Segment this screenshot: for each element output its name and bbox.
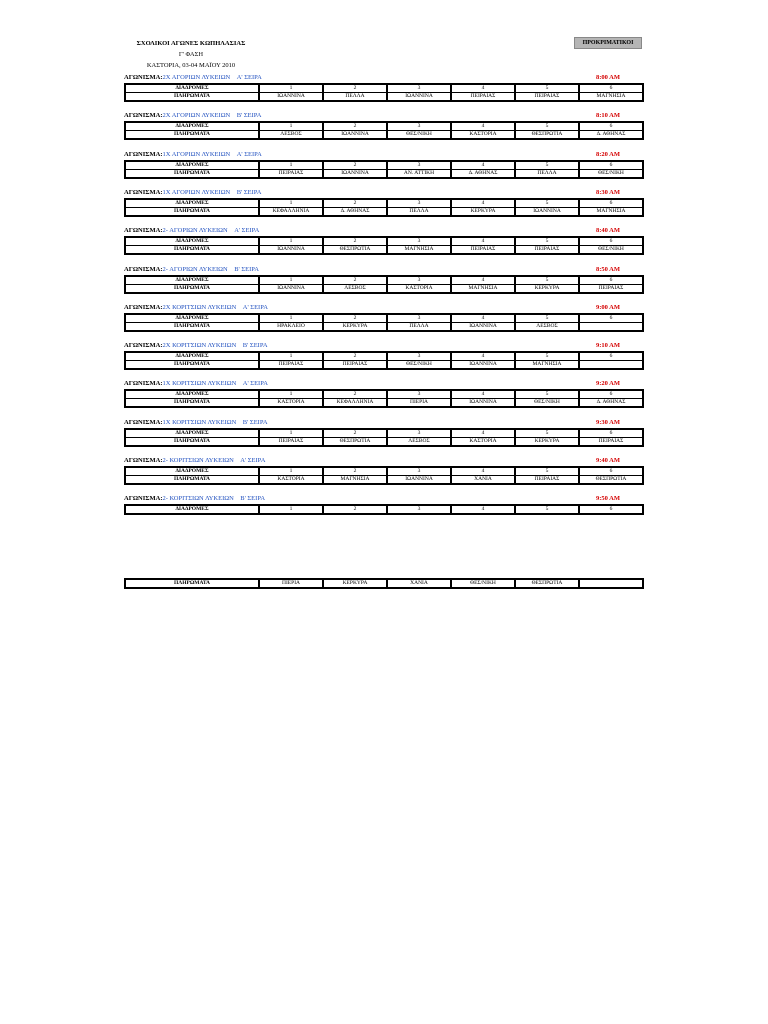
- crews-row-label: ΠΛΗΡΩΜΑΤΑ: [174, 361, 210, 368]
- lanes-row: [125, 390, 643, 399]
- crew-cell: ΠΕΙΡΑΙΑΣ: [515, 476, 579, 485]
- lane-number-cell: 4: [451, 237, 515, 246]
- lane-number-cell: 4: [451, 161, 515, 170]
- event-heat: Β' ΣΕΙΡΑ: [240, 495, 266, 503]
- crew-cell: ΚΕΡΚΥΡΑ: [515, 437, 579, 446]
- event-header: [124, 226, 642, 236]
- event-time: 9:00 ΑΜ: [595, 303, 620, 311]
- crews-row: [125, 322, 643, 331]
- heat-table: [124, 351, 644, 370]
- lane-number-cell: 5: [515, 122, 579, 131]
- crew-cell: ΜΑΓΝΗΣΙΑ: [515, 361, 579, 370]
- phase-label: Γ' ΦΑΣΗ: [178, 51, 204, 58]
- crew-cell: [579, 579, 643, 588]
- crews-row: [125, 284, 643, 293]
- event-time: 8:20 ΑΜ: [595, 150, 620, 158]
- lane-number-cell: 6: [579, 276, 643, 285]
- crews-row: [125, 437, 643, 446]
- event-name: 1Χ ΚΟΡΙΤΣΙΩΝ ΛΥΚΕΙΩΝ: [162, 380, 237, 388]
- crew-cell: Δ. ΑΘΗΝΑΣ: [579, 131, 643, 140]
- lane-number-cell: 3: [387, 199, 451, 208]
- event-header: [124, 456, 642, 466]
- crews-row-label: ΠΛΗΡΩΜΑΤΑ: [174, 246, 210, 253]
- heat-table: [124, 504, 644, 515]
- crews-row-label: ΠΛΗΡΩΜΑΤΑ: [174, 580, 210, 586]
- lane-number-cell: 6: [579, 352, 643, 361]
- crew-cell: ΜΑΓΝΗΣΙΑ: [451, 284, 515, 293]
- crew-cell: ΘΕΣΠΡΩΤΙΑ: [323, 437, 387, 446]
- event-header: [124, 188, 642, 198]
- event-name: 2Χ ΚΟΡΙΤΣΙΩΝ ΛΥΚΕΙΩΝ: [162, 342, 237, 350]
- crew-cell: ΛΕΣΒΟΣ: [259, 131, 323, 140]
- crews-row-label: ΠΛΗΡΩΜΑΤΑ: [174, 476, 210, 482]
- event-time: 9:10 ΑΜ: [595, 342, 620, 350]
- lane-number-cell: 2: [323, 390, 387, 399]
- crew-cell: ΙΩΑΝΝΙΝΑ: [259, 284, 323, 293]
- event-heat: Β' ΣΕΙΡΑ: [234, 265, 259, 273]
- event-header: [124, 150, 642, 160]
- lane-number-cell: 5: [515, 467, 579, 476]
- crews-row-label: ΠΛΗΡΩΜΑΤΑ: [174, 131, 210, 138]
- lane-number-cell: 3: [387, 84, 451, 93]
- crew-cell: ΠΕΙΡΑΙΑΣ: [259, 169, 323, 178]
- event-block: [124, 341, 642, 370]
- lane-number-cell: 5: [515, 199, 579, 208]
- crew-cell: ΘΕΣ/ΝΙΚΗ: [579, 169, 643, 178]
- heat-table: [124, 198, 644, 217]
- event-time: 8:50 ΑΜ: [595, 265, 620, 273]
- crew-cell: ΙΩΑΝΝΙΝΑ: [323, 169, 387, 178]
- lane-number-cell: 6: [579, 199, 643, 208]
- place-date: ΚΑΣΤΟΡΙΑ, 03-04 ΜΑΪΟΥ 2010: [146, 62, 236, 69]
- lane-number-cell: 2: [323, 429, 387, 438]
- crew-cell: ΠΕΙΡΑΙΑΣ: [259, 437, 323, 446]
- event-time: 9:50 ΑΜ: [595, 495, 620, 503]
- event-heat: Α' ΣΕΙΡΑ: [236, 74, 262, 81]
- crew-cell: Δ. ΑΘΗΝΑΣ: [451, 169, 515, 178]
- lane-number-cell: 3: [387, 467, 451, 476]
- lanes-row: [125, 467, 643, 476]
- lane-number-cell: 1: [259, 122, 323, 131]
- event-time: 9:30 ΑΜ: [595, 418, 620, 426]
- crew-cell: ΘΕΣ/ΝΙΚΗ: [515, 399, 579, 408]
- crew-cell: ΛΕΣΒΟΣ: [323, 284, 387, 293]
- event-label: ΑΓΩΝΙΣΜΑ:: [124, 265, 163, 273]
- event-name: 2- ΑΓΟΡΙΩΝ ΛΥΚΕΙΩΝ: [162, 265, 228, 273]
- lane-number-cell: 2: [323, 161, 387, 170]
- lane-number-cell: 5: [515, 237, 579, 246]
- crew-cell: ΑΝ. ΑΤΤΙΚΗ: [387, 169, 451, 178]
- event-label: ΑΓΩΝΙΣΜΑ:: [124, 74, 163, 81]
- lanes-row-label: ΔΙΑΔΡΟΜΕΣ: [125, 199, 259, 208]
- lane-number-cell: 4: [451, 352, 515, 361]
- lane-number-cell: 1: [259, 237, 323, 246]
- lane-number-cell: 4: [451, 122, 515, 131]
- lane-number-cell: 4: [451, 314, 515, 323]
- round-badge: ΠΡΟΚΡΙΜΑΤΙΚΟΙ: [574, 37, 642, 49]
- event-time: 8:10 ΑΜ: [595, 112, 620, 120]
- lanes-row: [125, 237, 643, 246]
- crews-row: [125, 131, 643, 140]
- event-label: ΑΓΩΝΙΣΜΑ:: [124, 150, 163, 158]
- lanes-row-label: ΔΙΑΔΡΟΜΕΣ: [125, 276, 259, 285]
- event-label: ΑΓΩΝΙΣΜΑ:: [124, 457, 163, 464]
- lane-number-cell: 5: [515, 161, 579, 170]
- crews-row: [125, 207, 643, 216]
- crew-cell: ΘΕΣ/ΝΙΚΗ: [387, 131, 451, 140]
- crew-cell: ΘΕΣ/ΝΙΚΗ: [579, 246, 643, 255]
- lane-number-cell: 2: [323, 84, 387, 93]
- crew-cell: ΚΑΣΤΟΡΙΑ: [259, 399, 323, 408]
- event-label: ΑΓΩΝΙΣΜΑ:: [124, 227, 163, 235]
- heat-table: [124, 428, 644, 447]
- lanes-row-label: ΔΙΑΔΡΟΜΕΣ: [175, 506, 209, 513]
- event-block: [124, 150, 642, 179]
- crew-cell: ΠΕΙΡΑΙΑΣ: [515, 246, 579, 255]
- crew-cell: ΜΑΓΝΗΣΙΑ: [579, 207, 643, 216]
- lane-number-cell: 6: [579, 122, 643, 131]
- lanes-row: [125, 161, 643, 170]
- crew-cell: ΚΑΣΤΟΡΙΑ: [451, 131, 515, 140]
- crew-cell: ΘΕΣ/ΝΙΚΗ: [387, 361, 451, 370]
- event-heat: Β' ΣΕΙΡΑ: [236, 112, 262, 120]
- event-name: 1Χ ΑΓΟΡΙΩΝ ΛΥΚΕΙΩΝ: [162, 188, 231, 196]
- event-name: 2- ΚΟΡΙΤΣΙΩΝ ΛΥΚΕΙΩΝ: [162, 495, 234, 503]
- crews-row-label: ΠΛΗΡΩΜΑΤΑ: [174, 399, 210, 406]
- crew-cell: [579, 361, 643, 370]
- lane-number-cell: 3: [387, 237, 451, 246]
- crew-cell: ΠΕΙΡΑΙΑΣ: [259, 361, 323, 370]
- orphan-crews-block: [124, 578, 642, 589]
- lane-number-cell: 5: [515, 84, 579, 93]
- lane-number-cell: 2: [323, 505, 387, 514]
- event-heat: Α' ΣΕΙΡΑ: [234, 227, 260, 235]
- crew-cell: ΚΕΦΑΛΛΗΝΙΑ: [323, 399, 387, 408]
- lane-number-cell: 2: [323, 314, 387, 323]
- organization-title: ΣΧΟΛΙΚΟΙ ΑΓΩΝΕΣ ΚΩΠΗΛΑΣΙΑΣ: [136, 40, 246, 47]
- lane-number-cell: 5: [515, 505, 579, 514]
- event-name: 1Χ ΑΓΟΡΙΩΝ ΛΥΚΕΙΩΝ: [162, 150, 231, 158]
- event-header: [124, 418, 642, 428]
- event-header: [124, 73, 642, 83]
- document-header: [126, 38, 256, 71]
- lane-number-cell: 1: [259, 429, 323, 438]
- lane-number-cell: 4: [451, 84, 515, 93]
- crew-cell: ΙΩΑΝΝΙΝΑ: [387, 476, 451, 485]
- lanes-row-label: ΔΙΑΔΡΟΜΕΣ: [125, 122, 259, 131]
- lane-number-cell: 4: [451, 390, 515, 399]
- lane-number-cell: 6: [579, 429, 643, 438]
- crew-cell: ΜΑΓΝΗΣΙΑ: [323, 476, 387, 485]
- crews-row: [125, 361, 643, 370]
- lane-number-cell: 1: [259, 314, 323, 323]
- lanes-row: [125, 314, 643, 323]
- event-label: ΑΓΩΝΙΣΜΑ:: [124, 342, 163, 350]
- crew-cell: ΠΕΛΛΑ: [387, 207, 451, 216]
- lane-number-cell: 6: [579, 390, 643, 399]
- lane-number-cell: 2: [323, 352, 387, 361]
- event-header: [124, 341, 642, 351]
- lanes-row-label: ΔΙΑΔΡΟΜΕΣ: [125, 352, 259, 361]
- lane-number-cell: 1: [259, 276, 323, 285]
- crews-row: [125, 93, 643, 102]
- lane-number-cell: 1: [259, 352, 323, 361]
- event-time: 8:00 ΑΜ: [595, 74, 620, 81]
- crew-cell: ΘΕΣΠΡΩΤΙΑ: [515, 131, 579, 140]
- crew-cell: ΜΑΓΝΗΣΙΑ: [387, 246, 451, 255]
- crew-cell: ΠΕΙΡΑΙΑΣ: [515, 93, 579, 102]
- crew-cell: ΙΩΑΝΝΙΝΑ: [451, 399, 515, 408]
- event-name: 2Χ ΚΟΡΙΤΣΙΩΝ ΛΥΚΕΙΩΝ: [162, 303, 237, 311]
- crews-row-label: ΠΛΗΡΩΜΑΤΑ: [174, 284, 210, 291]
- lane-number-cell: 1: [259, 84, 323, 93]
- event-block: [124, 226, 642, 255]
- crew-cell: ΙΩΑΝΝΙΝΑ: [451, 361, 515, 370]
- crew-cell: ΠΕΛΛΑ: [515, 169, 579, 178]
- lanes-row-label: ΔΙΑΔΡΟΜΕΣ: [125, 314, 259, 323]
- lanes-row-label: ΔΙΑΔΡΟΜΕΣ: [125, 429, 259, 438]
- event-block: [124, 265, 642, 294]
- crew-cell: ΧΑΝΙΑ: [451, 476, 515, 485]
- crew-cell: ΚΑΣΤΟΡΙΑ: [451, 437, 515, 446]
- orphan-crews-table: [124, 578, 644, 589]
- crew-cell: ΚΕΦΑΛΛΗΝΙΑ: [259, 207, 323, 216]
- event-label: ΑΓΩΝΙΣΜΑ:: [124, 495, 163, 503]
- lane-number-cell: 1: [259, 505, 323, 514]
- crew-cell: ΙΩΑΝΝΙΝΑ: [515, 207, 579, 216]
- crew-cell: ΙΩΑΝΝΙΝΑ: [259, 93, 323, 102]
- event-label: ΑΓΩΝΙΣΜΑ:: [124, 112, 163, 120]
- crews-row-label: ΠΛΗΡΩΜΑΤΑ: [174, 169, 210, 176]
- crew-cell: ΠΙΕΡΙΑ: [259, 579, 323, 588]
- lane-number-cell: 4: [451, 505, 515, 514]
- crew-cell: ΧΑΝΙΑ: [387, 579, 451, 588]
- crews-row: [125, 399, 643, 408]
- lane-number-cell: 5: [515, 352, 579, 361]
- crew-cell: ΙΩΑΝΝΙΝΑ: [259, 246, 323, 255]
- crew-cell: ΙΩΑΝΝΙΝΑ: [387, 93, 451, 102]
- event-block: [124, 379, 642, 408]
- event-heat: Α' ΣΕΙΡΑ: [240, 457, 266, 464]
- event-header: [124, 111, 642, 121]
- heat-table: [124, 313, 644, 332]
- crew-cell: ΠΕΛΛΑ: [323, 93, 387, 102]
- lane-number-cell: 5: [515, 390, 579, 399]
- crews-row-label: ΠΛΗΡΩΜΑΤΑ: [174, 207, 210, 214]
- crew-cell: ΠΕΙΡΑΙΑΣ: [579, 437, 643, 446]
- event-header: [124, 265, 642, 275]
- lane-number-cell: 5: [515, 314, 579, 323]
- event-header: [124, 379, 642, 389]
- lanes-row: [125, 84, 643, 93]
- lane-number-cell: 2: [323, 276, 387, 285]
- event-label: ΑΓΩΝΙΣΜΑ:: [124, 188, 163, 196]
- event-header: [124, 303, 642, 313]
- event-header: [124, 494, 642, 504]
- lane-number-cell: 4: [451, 429, 515, 438]
- heat-table: [124, 389, 644, 408]
- event-name: 2- ΑΓΟΡΙΩΝ ΛΥΚΕΙΩΝ: [162, 227, 228, 235]
- event-block: [124, 418, 642, 447]
- event-heat: Α' ΣΕΙΡΑ: [236, 150, 262, 158]
- lane-number-cell: 1: [259, 161, 323, 170]
- lane-number-cell: 6: [579, 505, 643, 514]
- lane-number-cell: 1: [259, 199, 323, 208]
- crew-cell: ΚΕΡΚΥΡΑ: [323, 322, 387, 331]
- event-block: [124, 111, 642, 140]
- lane-number-cell: 2: [323, 237, 387, 246]
- heat-table: [124, 466, 644, 485]
- crew-cell: ΚΕΡΚΥΡΑ: [451, 207, 515, 216]
- event-time: 9:40 ΑΜ: [595, 457, 620, 464]
- crew-cell: ΜΑΓΝΗΣΙΑ: [579, 93, 643, 102]
- crew-cell: ΘΕΣΠΡΩΤΙΑ: [515, 579, 579, 588]
- crews-row: [125, 169, 643, 178]
- lanes-row: [125, 199, 643, 208]
- lane-number-cell: 2: [323, 467, 387, 476]
- lanes-row-label: ΔΙΑΔΡΟΜΕΣ: [125, 161, 259, 170]
- crew-cell: ΙΩΑΝΝΙΝΑ: [323, 131, 387, 140]
- event-heat: Α' ΣΕΙΡΑ: [242, 303, 268, 311]
- event-block: [124, 73, 642, 102]
- crew-cell: ΠΕΙΡΑΙΑΣ: [579, 284, 643, 293]
- crew-cell: ΚΕΡΚΥΡΑ: [515, 284, 579, 293]
- lane-number-cell: 3: [387, 276, 451, 285]
- event-name: 2Χ ΑΓΟΡΙΩΝ ΛΥΚΕΙΩΝ: [162, 74, 231, 81]
- heat-table: [124, 160, 644, 179]
- lane-number-cell: 3: [387, 161, 451, 170]
- crew-cell: ΠΕΙΡΑΙΑΣ: [323, 361, 387, 370]
- event-heat: Β' ΣΕΙΡΑ: [236, 188, 262, 196]
- lane-number-cell: 3: [387, 429, 451, 438]
- crew-cell: ΠΕΛΛΑ: [387, 322, 451, 331]
- event-heat: Β' ΣΕΙΡΑ: [242, 342, 268, 350]
- lane-number-cell: 3: [387, 314, 451, 323]
- event-block: [124, 188, 642, 217]
- crew-cell: [579, 322, 643, 331]
- lanes-row: [125, 505, 643, 514]
- heat-table: [124, 275, 644, 294]
- event-name: 2- ΚΟΡΙΤΣΙΩΝ ΛΥΚΕΙΩΝ: [162, 457, 234, 464]
- lane-number-cell: 6: [579, 467, 643, 476]
- lane-number-cell: 4: [451, 467, 515, 476]
- crew-cell: ΠΙΕΡΙΑ: [387, 399, 451, 408]
- crew-cell: ΠΕΙΡΑΙΑΣ: [451, 93, 515, 102]
- lane-number-cell: 4: [451, 276, 515, 285]
- event-label: ΑΓΩΝΙΣΜΑ:: [124, 380, 163, 388]
- heat-table: [124, 236, 644, 255]
- event-time: 8:30 ΑΜ: [595, 188, 620, 196]
- lane-number-cell: 6: [579, 314, 643, 323]
- crew-cell: Δ. ΑΘΗΝΑΣ: [579, 399, 643, 408]
- lanes-row-label: ΔΙΑΔΡΟΜΕΣ: [125, 237, 259, 246]
- crews-row: [125, 579, 643, 588]
- crew-cell: ΛΕΣΒΟΣ: [515, 322, 579, 331]
- lane-number-cell: 2: [323, 199, 387, 208]
- lanes-row-label: ΔΙΑΔΡΟΜΕΣ: [125, 84, 259, 93]
- crew-cell: ΘΕΣΠΡΩΤΙΑ: [579, 476, 643, 485]
- lane-number-cell: 3: [387, 390, 451, 399]
- lane-number-cell: 1: [259, 390, 323, 399]
- event-name: 1Χ ΚΟΡΙΤΣΙΩΝ ΛΥΚΕΙΩΝ: [162, 418, 237, 426]
- crews-row-label: ΠΛΗΡΩΜΑΤΑ: [174, 93, 210, 99]
- crew-cell: ΛΕΣΒΟΣ: [387, 437, 451, 446]
- lane-number-cell: 5: [515, 429, 579, 438]
- crew-cell: ΘΕΣ/ΝΙΚΗ: [451, 579, 515, 588]
- event-name: 2Χ ΑΓΟΡΙΩΝ ΛΥΚΕΙΩΝ: [162, 112, 231, 120]
- crew-cell: ΗΡΑΚΛΕΙΟ: [259, 322, 323, 331]
- event-heat: Α' ΣΕΙΡΑ: [242, 380, 268, 388]
- crew-cell: ΚΕΡΚΥΡΑ: [323, 579, 387, 588]
- crew-cell: Δ. ΑΘΗΝΑΣ: [323, 207, 387, 216]
- event-block: [124, 494, 642, 515]
- lane-number-cell: 5: [515, 276, 579, 285]
- crew-cell: ΚΑΣΤΟΡΙΑ: [387, 284, 451, 293]
- crew-cell: ΙΩΑΝΝΙΝΑ: [451, 322, 515, 331]
- crews-row: [125, 476, 643, 485]
- crews-row: [125, 246, 643, 255]
- event-block: [124, 303, 642, 332]
- event-block: [124, 456, 642, 485]
- lane-number-cell: 6: [579, 161, 643, 170]
- event-heat: Β' ΣΕΙΡΑ: [242, 418, 268, 426]
- lane-number-cell: 1: [259, 467, 323, 476]
- crew-cell: ΘΕΣΠΡΩΤΙΑ: [323, 246, 387, 255]
- lane-number-cell: 6: [579, 237, 643, 246]
- crew-cell: ΚΑΣΤΟΡΙΑ: [259, 476, 323, 485]
- lanes-row-label: ΔΙΑΔΡΟΜΕΣ: [125, 390, 259, 399]
- lanes-row: [125, 429, 643, 438]
- event-time: 8:40 ΑΜ: [595, 227, 620, 235]
- lane-number-cell: 3: [387, 122, 451, 131]
- lane-number-cell: 3: [387, 352, 451, 361]
- lane-number-cell: 6: [579, 84, 643, 93]
- lanes-row: [125, 352, 643, 361]
- lanes-row: [125, 122, 643, 131]
- event-label: ΑΓΩΝΙΣΜΑ:: [124, 418, 163, 426]
- heat-table: [124, 121, 644, 140]
- lane-number-cell: 2: [323, 122, 387, 131]
- crew-cell: ΠΕΙΡΑΙΑΣ: [451, 246, 515, 255]
- lanes-row-label: ΔΙΑΔΡΟΜΕΣ: [125, 467, 259, 476]
- crews-row-label: ΠΛΗΡΩΜΑΤΑ: [174, 322, 210, 329]
- lanes-row: [125, 276, 643, 285]
- lane-number-cell: 4: [451, 199, 515, 208]
- event-label: ΑΓΩΝΙΣΜΑ:: [124, 303, 163, 311]
- heat-table: [124, 83, 644, 102]
- event-time: 9:20 ΑΜ: [595, 380, 620, 388]
- crews-row-label: ΠΛΗΡΩΜΑΤΑ: [174, 437, 210, 444]
- lane-number-cell: 3: [387, 505, 451, 514]
